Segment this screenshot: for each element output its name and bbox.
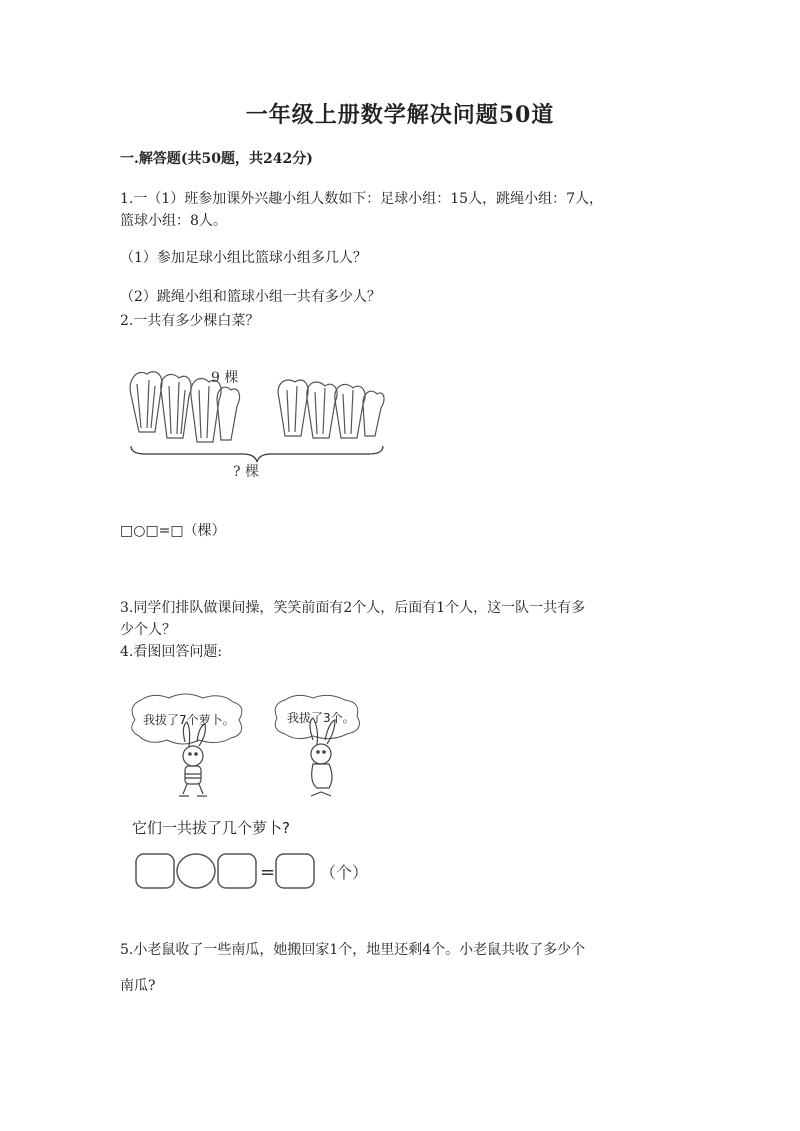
question-1-line-2: 篮球小组：8人。 (120, 213, 227, 229)
question-4-text: 4.看图回答问题: (120, 644, 223, 660)
question-5-line-2: 南瓜? (120, 978, 156, 994)
rabbit-figure (125, 690, 395, 810)
question-4-question: 它们一共拔了几个萝卜? (132, 819, 290, 837)
cabbage-group-right (278, 380, 384, 438)
speech-bubble-right-text: 我拔了3个。 (287, 711, 355, 725)
answer-circle (177, 854, 215, 888)
page-title: 一年级上册数学解决问题50道 (245, 102, 555, 128)
speech-bubble-left-text: 我拔了7个萝卜。 (143, 713, 235, 727)
question-2-text: 2.一共有多少棵白菜？ (120, 313, 260, 329)
equals-sign: = (260, 862, 276, 883)
question-1-sub-2: （2）跳绳小组和篮球小组一共有多少人？ (120, 289, 381, 305)
section-heading: 一.解答题(共50题，共242分) (120, 151, 313, 167)
bracket (131, 446, 383, 462)
cabbage-top-label: 9 棵 (211, 370, 239, 386)
answer-boxes (132, 850, 392, 898)
question-3-line-2: 少个人？ (120, 622, 176, 638)
cabbage-figure (125, 360, 390, 485)
question-5-line-1: 5.小老鼠收了一些南瓜，她搬回家1个，地里还剩4个。小老鼠共收了多少个 (120, 942, 586, 958)
question-3-line-1: 3.同学们排队做课间操，笑笑前面有2个人，后面有1个人，这一队一共有多 (120, 600, 586, 616)
answer-box-1 (136, 854, 174, 888)
question-1-line-1: 1.一（1）班参加课外兴趣小组人数如下：足球小组：15人，跳绳小组：7人， (120, 191, 603, 207)
answer-box-2 (218, 854, 256, 888)
question-1-sub-1: （1）参加足球小组比篮球小组多几人？ (120, 250, 367, 266)
question-2-equation: □○□=□（棵） (120, 523, 226, 539)
answer-box-3 (276, 854, 314, 888)
answer-unit: （个） (320, 863, 369, 882)
cabbage-bottom-label: ? 棵 (233, 464, 259, 480)
